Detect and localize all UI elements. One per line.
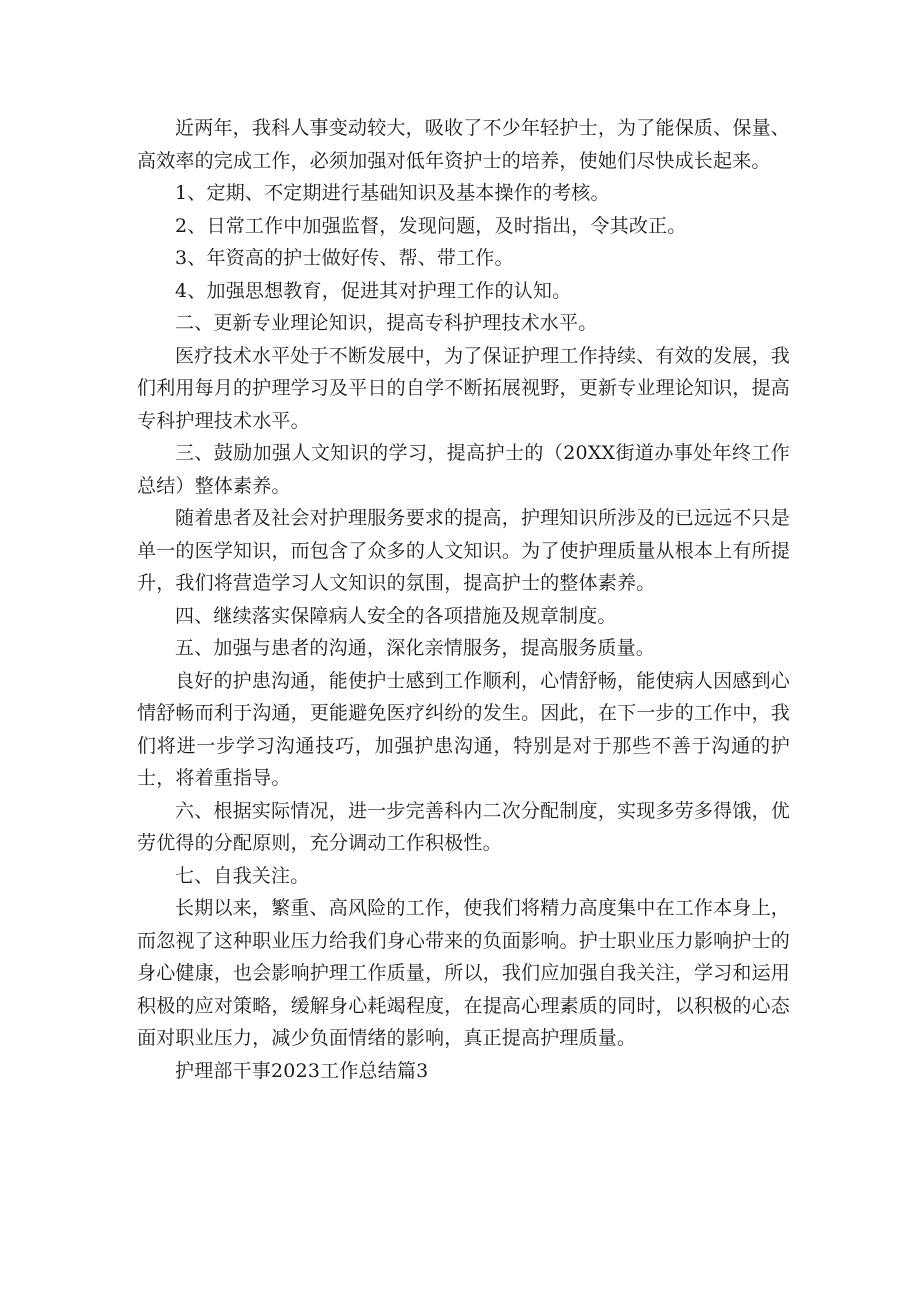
paragraph-section-7: 长期以来，繁重、高风险的工作，使我们将精力高度集中在工作本身上，而忽视了这种职业压力给我们身心带来的负面影响。护士职业压力影响护士的身心健康，也会影响护理工作质量，所以，我们应加强自我关注，学习和运用积极的应对策略，缓解身心耗竭程度，在提高心理素质的同时，以积极的心态面对职业压力，减少负面情绪的影响，真正提高护理质量。 — [137, 897, 790, 1049]
article-title-next: 护理部干事2023工作总结篇3 — [175, 1059, 429, 1082]
list-item-4: 4、加强思想教育，促进其对护理工作的认知。 — [175, 279, 572, 302]
section-heading-3: 三、鼓励加强人文知识的学习，提高护士的（20XX街道办事处年终工作总结）整体素养。 — [137, 442, 790, 497]
section-heading-7: 七、自我关注。 — [175, 864, 310, 887]
list-item-2: 2、日常工作中加强监督，发现问题，及时指出，令其改正。 — [175, 214, 687, 237]
paragraph-section-5: 良好的护患沟通，能使护士感到工作顺利，心情舒畅，能使病人因感到心情舒畅而利于沟通，更能避免医疗纠纷的发生。因此，在下一步的工作中，我们将进一步学习沟通技巧，加强护患沟通，特别是对于那些不善于沟通的护士，将着重指导。 — [137, 669, 790, 789]
list-item-3: 3、年资高的护士做好传、帮、带工作。 — [175, 247, 514, 269]
section-heading-2: 二、更新专业理论知识，提高专科护理技术水平。 — [175, 312, 598, 334]
list-item-1: 1、定期、不定期进行基础知识及基本操作的考核。 — [175, 182, 610, 204]
section-heading-6: 六、根据实际情况，进一步完善科内二次分配制度，实现多劳多得饿，优劳优得的分配原则，充分调动工作积极性。 — [137, 799, 790, 854]
section-heading-5: 五、加强与患者的沟通，深化亲情服务，提高服务质量。 — [175, 637, 656, 659]
section-heading-4: 四、继续落实保障病人安全的各项措施及规章制度。 — [175, 604, 617, 627]
paragraph-section-2: 医疗技术水平处于不断发展中，为了保证护理工作持续、有效的发展，我们利用每月的护理学习及平日的自学不断拓展视野，更新专业理论知识，提高专科护理技术水平。 — [137, 344, 790, 432]
paragraph-section-3: 随着患者及社会对护理服务要求的提高，护理知识所涉及的已远远不只是单一的医学知识，而包含了众多的人文知识。为了使护理质量从根本上有所提升，我们将营造学习人文知识的氛围，提高护士的整体素养。 — [137, 507, 790, 594]
paragraph-intro: 近两年，我科人事变动较大，吸收了不少年轻护士，为了能保质、保量、高效率的完成工作，必须加强对低年资护士的培养，使她们尽快成长起来。 — [137, 117, 790, 172]
